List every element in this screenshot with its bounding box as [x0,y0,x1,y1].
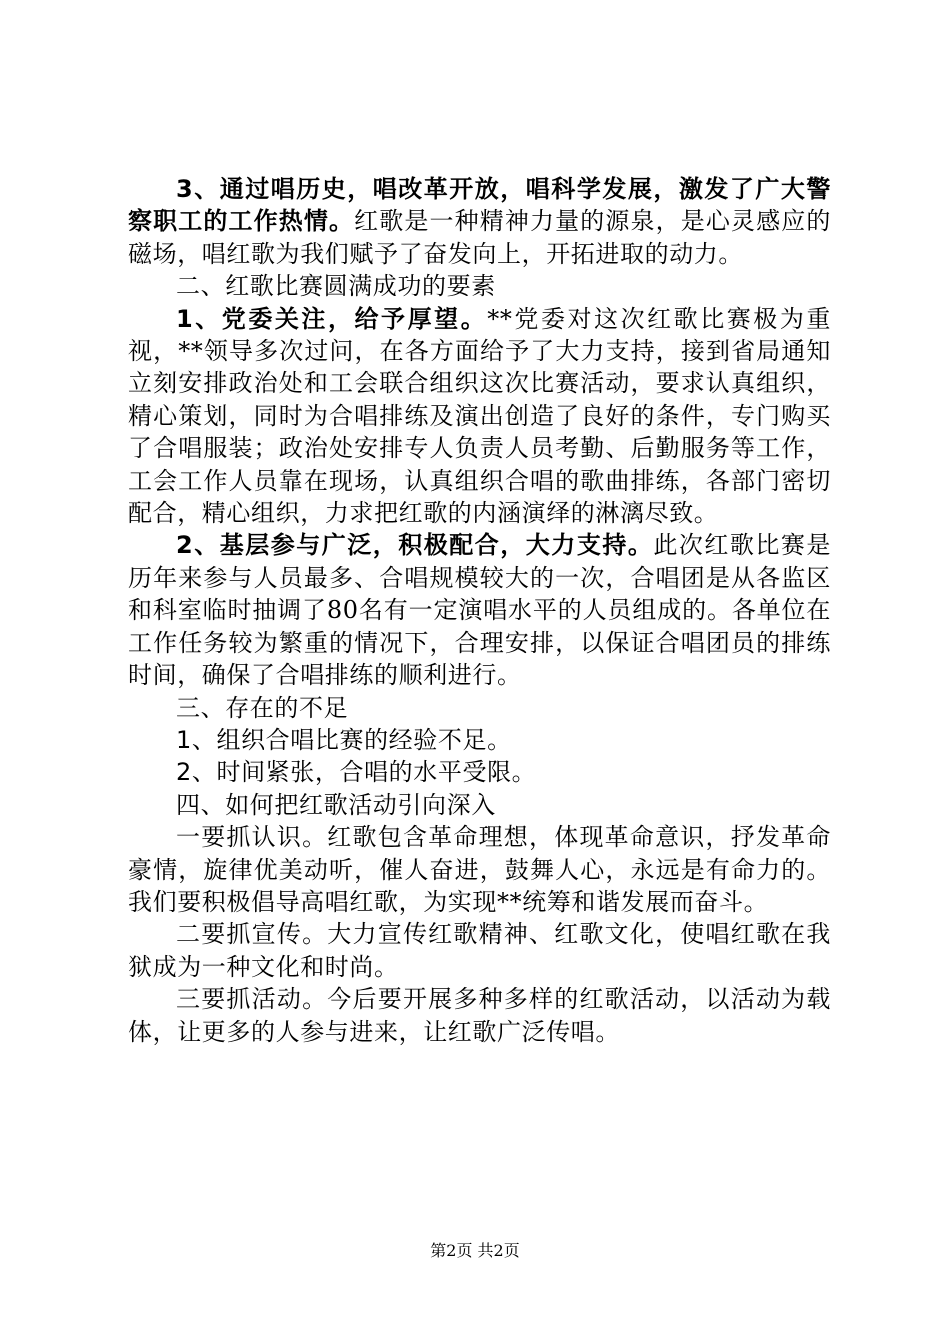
paragraph-publicity: 二要抓宣传。大力宣传红歌精神、红歌文化，使唱红歌在我狱成为一种文化和时尚。 [128,920,831,981]
paragraph-point-3 [128,173,831,270]
paragraph-text: 此次红歌比赛是历年来参与人员最多、合唱规模较大的一次，合唱团是从各监区和科室临时抽调了80名有一定演唱水平的人员组成的。各单位在工作任务较为繁重的情况下，合理安排，以保证合唱团员的排练时间，确保了合唱排练的顺利进行。 [128,531,831,690]
paragraph-lead: 3、通过唱历史，唱改革开放，唱科学发展，激发了广大警察职工的工作热情。 [128,175,831,236]
page-footer [0,1240,950,1262]
paragraph-text: **党委对这次红歌比赛极为重视，**领导多次过问，在各方面给予了大力支持，接到省局通知立刻安排政治处和工会联合组织这次比赛活动，要求认真组织，精心策划，同时为合唱排练及演出创造了良好的条件，专门购买了合唱服装；政治处安排专人负责人员考勤、后勤服务等工作，工会工作人员靠在现场，认真组织合唱的歌曲排练，各部门密切配合，精心组织，力求把红歌的内涵演绎的淋漓尽致。 [128,304,831,528]
section-heading-3: 三、存在的不足 [176,693,349,722]
section-heading-2: 二、红歌比赛圆满成功的要素 [176,272,496,301]
paragraph-activities: 三要抓活动。今后要开展多种多样的红歌活动，以活动为载体，让更多的人参与进来，让红歌广泛传唱。 [128,985,831,1046]
paragraph-point-2 [128,529,831,691]
document-body [128,173,831,1048]
page-number: 第2页 共2页 [430,1241,520,1260]
section-heading-4: 四、如何把红歌活动引向深入 [176,790,496,819]
shortcoming-item-2: 2、时间紧张，合唱的水平受限。 [176,758,537,787]
paragraph-text: 红歌是一种精神力量的源泉，是心灵感应的磁场，唱红歌为我们赋予了奋发向上，开拓进取的动力。 [128,207,831,268]
paragraph-awareness: 一要抓认识。红歌包含革命理想，体现革命意识，抒发革命豪情，旋律优美动听，催人奋进，鼓舞人心，永远是有命力的。我们要积极倡导高唱红歌，为实现**统筹和谐发展而奋斗。 [128,823,831,916]
paragraph-point-1 [128,303,831,530]
shortcoming-item-1: 1、组织合唱比赛的经验不足。 [176,725,512,754]
paragraph-lead: 2、基层参与广泛，积极配合，大力支持。 [176,531,654,560]
paragraph-lead: 1、党委关注，给予厚望。 [176,304,488,333]
